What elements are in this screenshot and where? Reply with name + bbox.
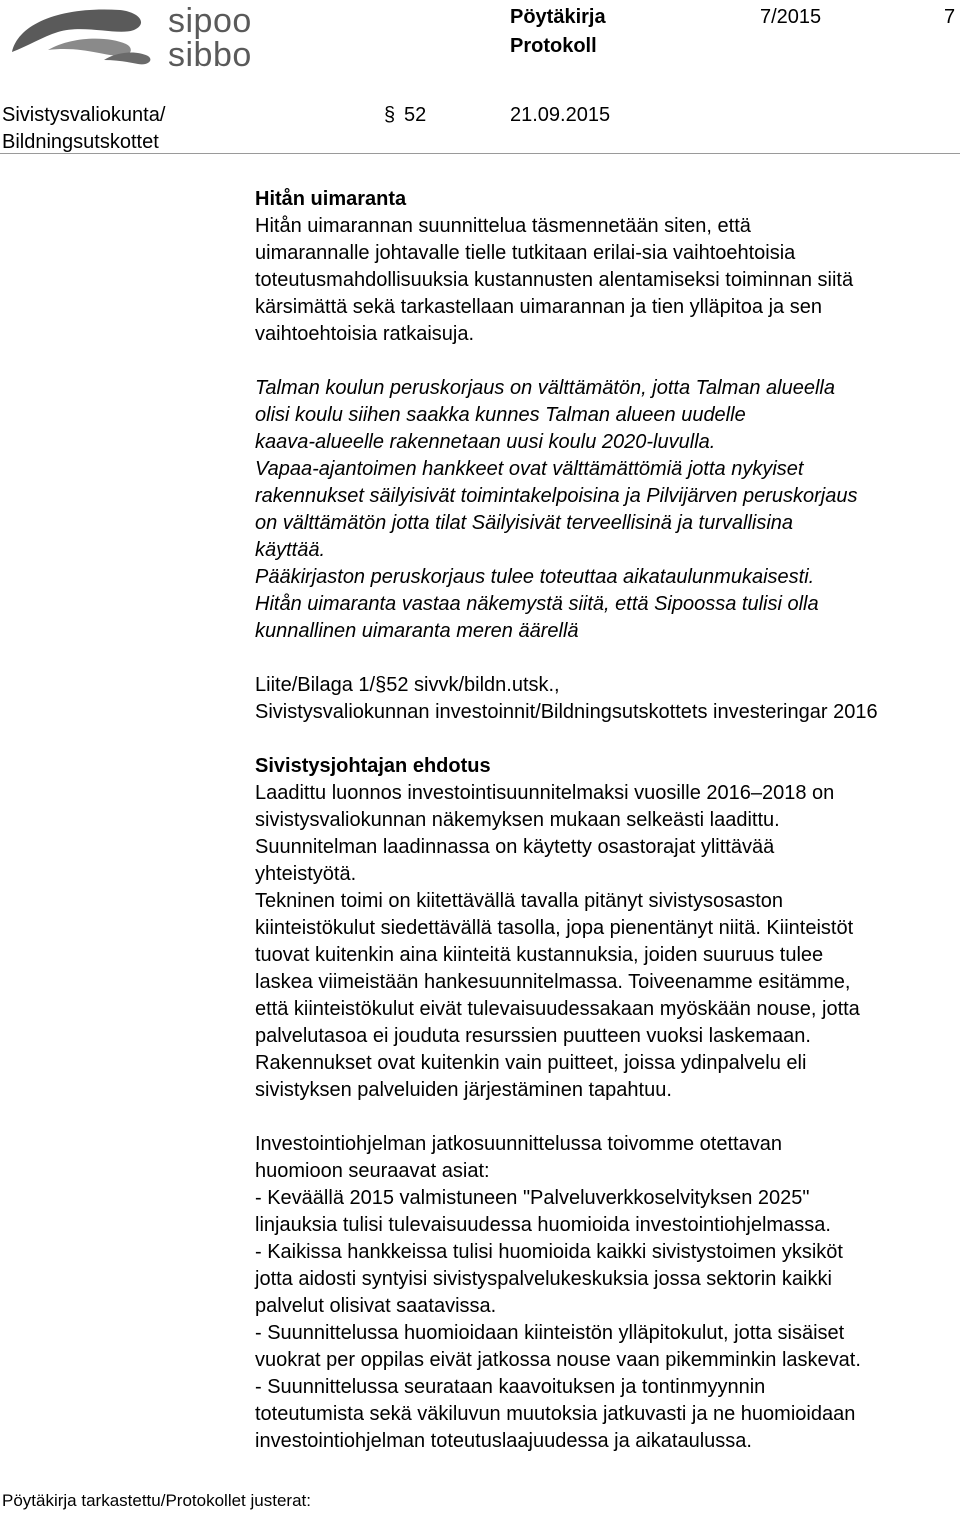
text-line: olisi koulu siihen saakka kunnes Talman alueen uudelle: [255, 404, 746, 426]
list-item: - Kaikissa hankkeissa tulisi huomioida kaikki sivistystoimen yksiköt: [255, 1241, 843, 1263]
text-line: vuokrat per oppilas eivät jatkossa nouse vaan pikemminkin laskevat.: [255, 1349, 861, 1371]
paragraph-investment-plan: [255, 1131, 955, 1455]
meeting-date: 21.09.2015: [510, 104, 611, 126]
text-line: uimarannalle johtavalle tielle tutkitaan erilai-sia vaihtoehtoisia: [255, 242, 796, 264]
text-line: käyttää.: [255, 539, 326, 561]
header-divider: [0, 153, 960, 154]
text-line: Laadittu luonnos investointisuunnitelmaksi vuosille 2016–2018 on: [255, 782, 835, 804]
paragraph-proposal: [255, 780, 955, 1104]
logo-mark-icon: [8, 2, 158, 72]
text-line: Suunnitelman laadinnassa on käytetty osastorajat ylittävää: [255, 836, 775, 858]
logo-text-sibbo: sibbo: [168, 36, 252, 74]
text-line: Liite/Bilaga 1/§52 sivvk/bildn.utsk.,: [255, 674, 560, 696]
text-line: Vapaa-ajantoimen hankkeet ovat välttämättömiä jotta nykyiset: [255, 458, 804, 480]
sipoo-sibbo-logo: [8, 2, 258, 72]
text-line: Sivistysvaliokunnan investoinnit/Bildningsutskottets investeringar 2016: [255, 701, 878, 723]
paragraph-hitan: [255, 213, 955, 348]
text-line: sivistyksen palveluiden järjestäminen tapahtuu.: [255, 1079, 672, 1101]
list-item: - Suunnittelussa seurataan kaavoituksen ja tontinmyynnin: [255, 1376, 766, 1398]
heading-hitan-uimaranta: Hitån uimaranta: [255, 188, 407, 210]
text-line: Hitån uimaranta vastaa näkemystä siitä, että Sipoossa tulisi olla: [255, 593, 819, 615]
meeting-number: 7/2015: [760, 6, 822, 28]
text-line: Hitån uimarannan suunnittelua täsmennetään siten, että: [255, 215, 751, 237]
doc-type-fi: Pöytäkirja: [510, 6, 606, 28]
logo-text-sipoo: sipoo: [168, 2, 252, 40]
text-line: Talman koulun peruskorjaus on välttämätön, jotta Talman alueella: [255, 377, 835, 399]
text-line: rakennukset säilyisivät toimintakelpoisina ja Pilvijärven peruskorjaus: [255, 485, 858, 507]
text-line: palvelut olisivat saatavissa.: [255, 1295, 497, 1317]
footer-review-label: Pöytäkirja tarkastettu/Protokollet justerat:: [2, 1491, 311, 1510]
text-line: on välttämätön jotta tilat Säilyisivät terveellisinä ja turvallisina: [255, 512, 794, 534]
text-line: Investointiohjelman jatkosuunnittelussa toivomme otettavan: [255, 1133, 782, 1155]
doc-type-sv: Protokoll: [510, 35, 597, 57]
section-symbol: §: [384, 104, 396, 126]
text-line: Rakennukset ovat kuitenkin vain puitteet, joissa ydinpalvelu eli: [255, 1052, 807, 1074]
text-line: kärsimättä sekä tarkastellaan uimarannan ja tien ylläpitoa ja sen: [255, 296, 822, 318]
text-line: tuovat kuitenkin aina kiinteitä kustannuksia, joiden suuruus tulee: [255, 944, 824, 966]
text-line: jotta aidosti syntyisi sivistyspalvelukeskuksia jossa sektorin kaikki: [255, 1268, 832, 1290]
heading-sivistysjohtajan-ehdotus: Sivistysjohtajan ehdotus: [255, 755, 491, 777]
list-item: - Suunnittelussa huomioidaan kiinteistön ylläpitokulut, jotta sisäiset: [255, 1322, 845, 1344]
text-line: kiinteistökulut siedettävällä tasolla, jopa pienentänyt niitä. Kiinteistöt: [255, 917, 854, 939]
list-item: - Keväällä 2015 valmistuneen "Palveluverkkoselvityksen 2025": [255, 1187, 810, 1209]
text-line: toteutumista sekä väkiluvun muutoksia jatkuvasti ja ne huomioidaan: [255, 1403, 856, 1425]
page-number: 7: [944, 6, 956, 28]
text-line: linjauksia tulisi tulevaisuudessa huomioida investointiohjelmassa.: [255, 1214, 831, 1236]
text-line: sivistysvaliokunnan näkemyksen mukaan selkeästi laadittu.: [255, 809, 780, 831]
committee-fi: Sivistysvaliokunta/: [2, 104, 166, 126]
text-line: vaihtoehtoisia ratkaisuja.: [255, 323, 475, 345]
attachment-reference: [255, 672, 955, 726]
document-body: [255, 186, 955, 1455]
committee-sv: Bildningsutskottet: [2, 131, 159, 153]
text-line: yhteistyötä.: [255, 863, 357, 885]
text-line: että kiinteistökulut eivät tulevaisuudessakaan myöskään nouse, jotta: [255, 998, 860, 1020]
text-line: investointiohjelman toteutuslaajuudessa ja aikataulussa.: [255, 1430, 752, 1452]
text-line: kaava-alueelle rakennetaan uusi koulu 2020-luvulla.: [255, 431, 716, 453]
text-line: huomioon seuraavat asiat:: [255, 1160, 490, 1182]
text-line: laskea viimeistään hankesuunnitelmassa. Toiveenamme esitämme,: [255, 971, 851, 993]
text-line: palvelutasoa ei jouduta resurssien puutteen vuoksi laskemaan.: [255, 1025, 811, 1047]
paragraph-italic-notes: [255, 375, 955, 645]
text-line: toteutusmahdollisuuksia kustannusten alentamiseksi toiminnan siitä: [255, 269, 854, 291]
section-number: 52: [404, 104, 427, 126]
text-line: Tekninen toimi on kiitettävällä tavalla pitänyt sivistysosaston: [255, 890, 784, 912]
text-line: kunnallinen uimaranta meren äärellä: [255, 620, 579, 642]
text-line: Pääkirjaston peruskorjaus tulee toteuttaa aikataulunmukaisesti.: [255, 566, 815, 588]
